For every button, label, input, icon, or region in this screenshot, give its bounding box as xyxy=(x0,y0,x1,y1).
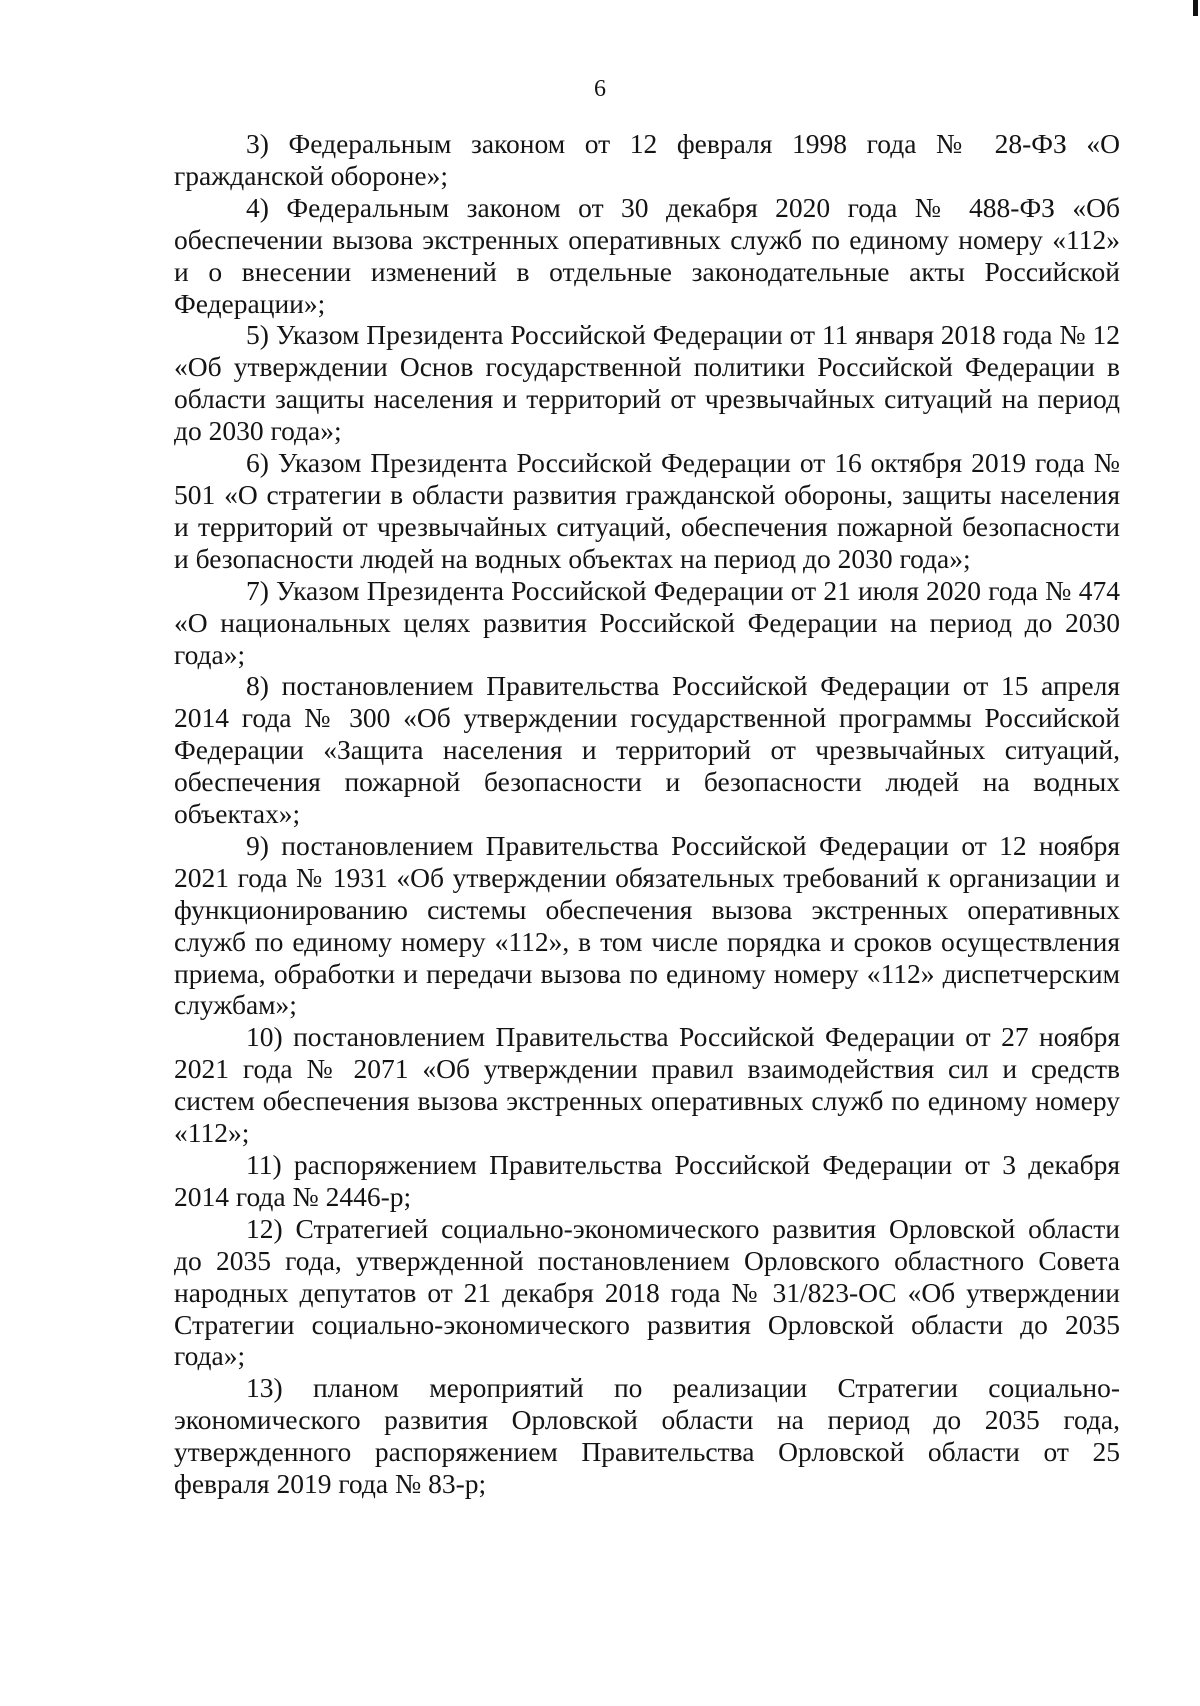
document-body xyxy=(174,128,1120,1500)
list-item-12: 12) Стратегией социально-экономического развития Орловской области до 2035 года, утвержденной постановлением Орловского областного Совета народных депутатов от 21 декабря 2018 года № 31/823-ОС «Об утверждении Стратегии социально-экономического развития Орловской области до 2035 года»; xyxy=(174,1212,1120,1372)
list-item-9: 9) постановлением Правительства Российской Федерации от 12 ноября 2021 года № 1931 «Об утверждении обязательных требований к организации и функционированию системы обеспечения вызова экстренных оперативных служб по единому номеру «112», в том числе порядка и сроков осуществления приема, обработки и передачи вызова по единому номеру «112» диспетчерским службам»; xyxy=(174,829,1120,1021)
list-item-11: 11) распоряжением Правительства Российской Федерации от 3 декабря 2014 года № 2446-р; xyxy=(174,1149,1120,1212)
scan-edge-mark xyxy=(1193,0,1198,16)
list-item-8: 8) постановлением Правительства Российской Федерации от 15 апреля 2014 года № 300 «Об утверждении государственной программы Российской Федерации «Защита населения и территорий от чрезвычайных ситуаций, обеспечения пожарной безопасности и безопасности людей на водных объектах»; xyxy=(174,670,1120,830)
list-item-10: 10) постановлением Правительства Российской Федерации от 27 ноября 2021 года № 2071 «Об утверждении правил взаимодействия сил и средств систем обеспечения вызова экстренных оперативных служб по единому номеру «112»; xyxy=(174,1021,1120,1149)
list-item-13: 13) планом мероприятий по реализации Стратегии социально-экономического развития Орловской области на период до 2035 года, утвержденного распоряжением Правительства Орловской области от 25 февраля 2019 года № 83-р; xyxy=(174,1372,1120,1500)
list-item-3: 3) Федеральным законом от 12 февраля 1998 года № 28-ФЗ «О гражданской обороне»; xyxy=(174,128,1120,191)
list-item-5: 5) Указом Президента Российской Федерации от 11 января 2018 года № 12 «Об утверждении Основ государственной политики Российской Федерации в области защиты населения и территорий от чрезвычайных ситуаций на период до 2030 года»; xyxy=(174,319,1120,447)
list-item-7: 7) Указом Президента Российской Федерации от 21 июля 2020 года № 474 «О национальных целях развития Российской Федерации на период до 2030 года»; xyxy=(174,574,1120,670)
list-item-6: 6) Указом Президента Российской Федерации от 16 октября 2019 года № 501 «О стратегии в области развития гражданской обороны, защиты населения и территорий от чрезвычайных ситуаций, обеспечения пожарной безопасности и безопасности людей на водных объектах на период до 2030 года»; xyxy=(174,447,1120,574)
list-item-4: 4) Федеральным законом от 30 декабря 2020 года № 488-ФЗ «Об обеспечении вызова экстренных оперативных служб по единому номеру «112» и о внесении изменений в отдельные законодательные акты Российской Федерации»; xyxy=(174,191,1120,319)
page-number: 6 xyxy=(594,76,606,102)
